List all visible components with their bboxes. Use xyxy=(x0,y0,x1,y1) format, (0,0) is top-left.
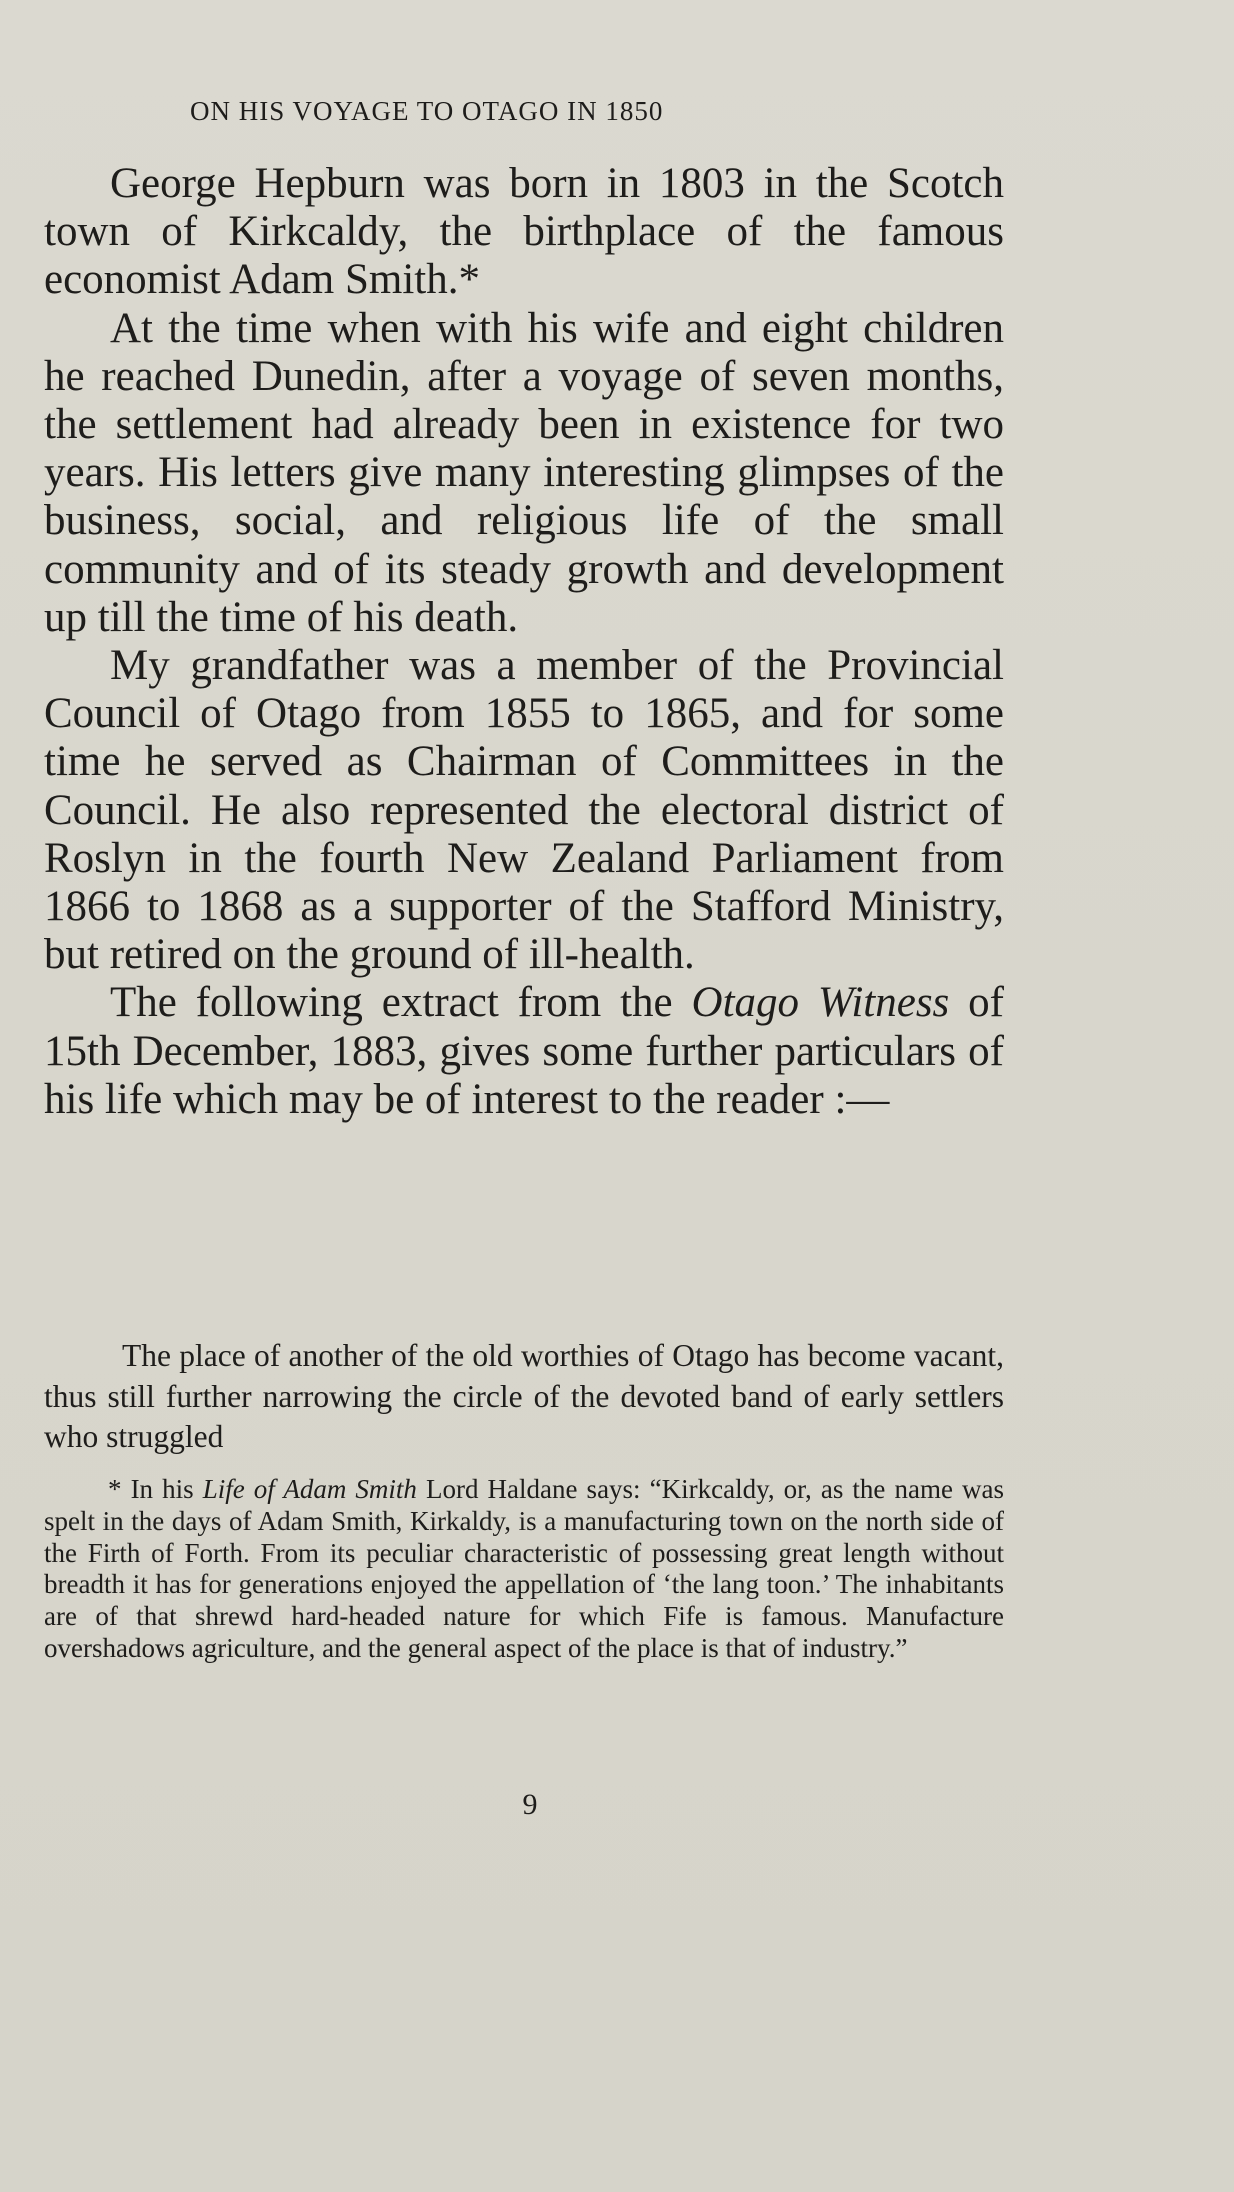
running-head: ON HIS VOYAGE TO OTAGO IN 1850 xyxy=(190,96,664,126)
paragraph-council: My grandfather was a member of the Provincial Council of Otago from 1855 to 1865, and for some time he served as Chairman of Committees in the Council. He also represented the electoral district of Roslyn in the fourth New Zealand Parliament from 1866 to 1868 as a supporter of the Stafford Ministry, but retired on the ground of ill-health. xyxy=(44,642,1004,979)
paragraph-extract-intro xyxy=(44,979,1004,1124)
footnote-body: Lord Haldane says: “Kirkcaldy, or, as the name was spelt in the days of Adam Smith, Kirkaldy, is a manufacturing town on the north side of the Firth of Forth. From its peculiar characteristic of possessing great length without breadth it has for generations enjoyed the appellation of ‘the lang toon.’ The inhabitants are of that shrewd hard-headed nature for which Fife is famous. Manufacture overshadows agriculture, and the general aspect of the place is that of industry.” xyxy=(44,1474,1004,1663)
newspaper-title: Otago Witness xyxy=(691,979,950,1027)
footnote-text xyxy=(44,1474,1004,1665)
extract-intro-text-rest: of 15th December, 1883, gives some further particulars of his life which may be of interest to the reader :— xyxy=(44,979,1004,1123)
paragraph-arrival: At the time when with his wife and eight children he reached Dunedin, after a voyage of seven months, the settlement had already been in existence for two years. His letters give many interesting glimpses of the business, social, and religious life of the small community and of its steady growth and development up till the time of his death. xyxy=(44,304,1004,641)
quoted-extract xyxy=(44,1336,1004,1458)
footnote xyxy=(44,1474,1004,1665)
footnote-marker: * In his xyxy=(108,1474,203,1504)
body-text xyxy=(44,160,1004,1124)
footnote-book-title: Life of Adam Smith xyxy=(202,1474,417,1504)
quoted-extract-text: The place of another of the old worthies of Otago has become vacant, thus still further narrowing the circle of the devoted band of early settlers who struggled xyxy=(44,1338,1004,1454)
page-number: 9 xyxy=(522,1788,538,1821)
paragraph-birth: George Hepburn was born in 1803 in the Scotch town of Kirkcaldy, the birthplace of the famous economist Adam Smith.* xyxy=(44,160,1004,304)
extract-intro-text: The following extract from the xyxy=(110,979,692,1027)
